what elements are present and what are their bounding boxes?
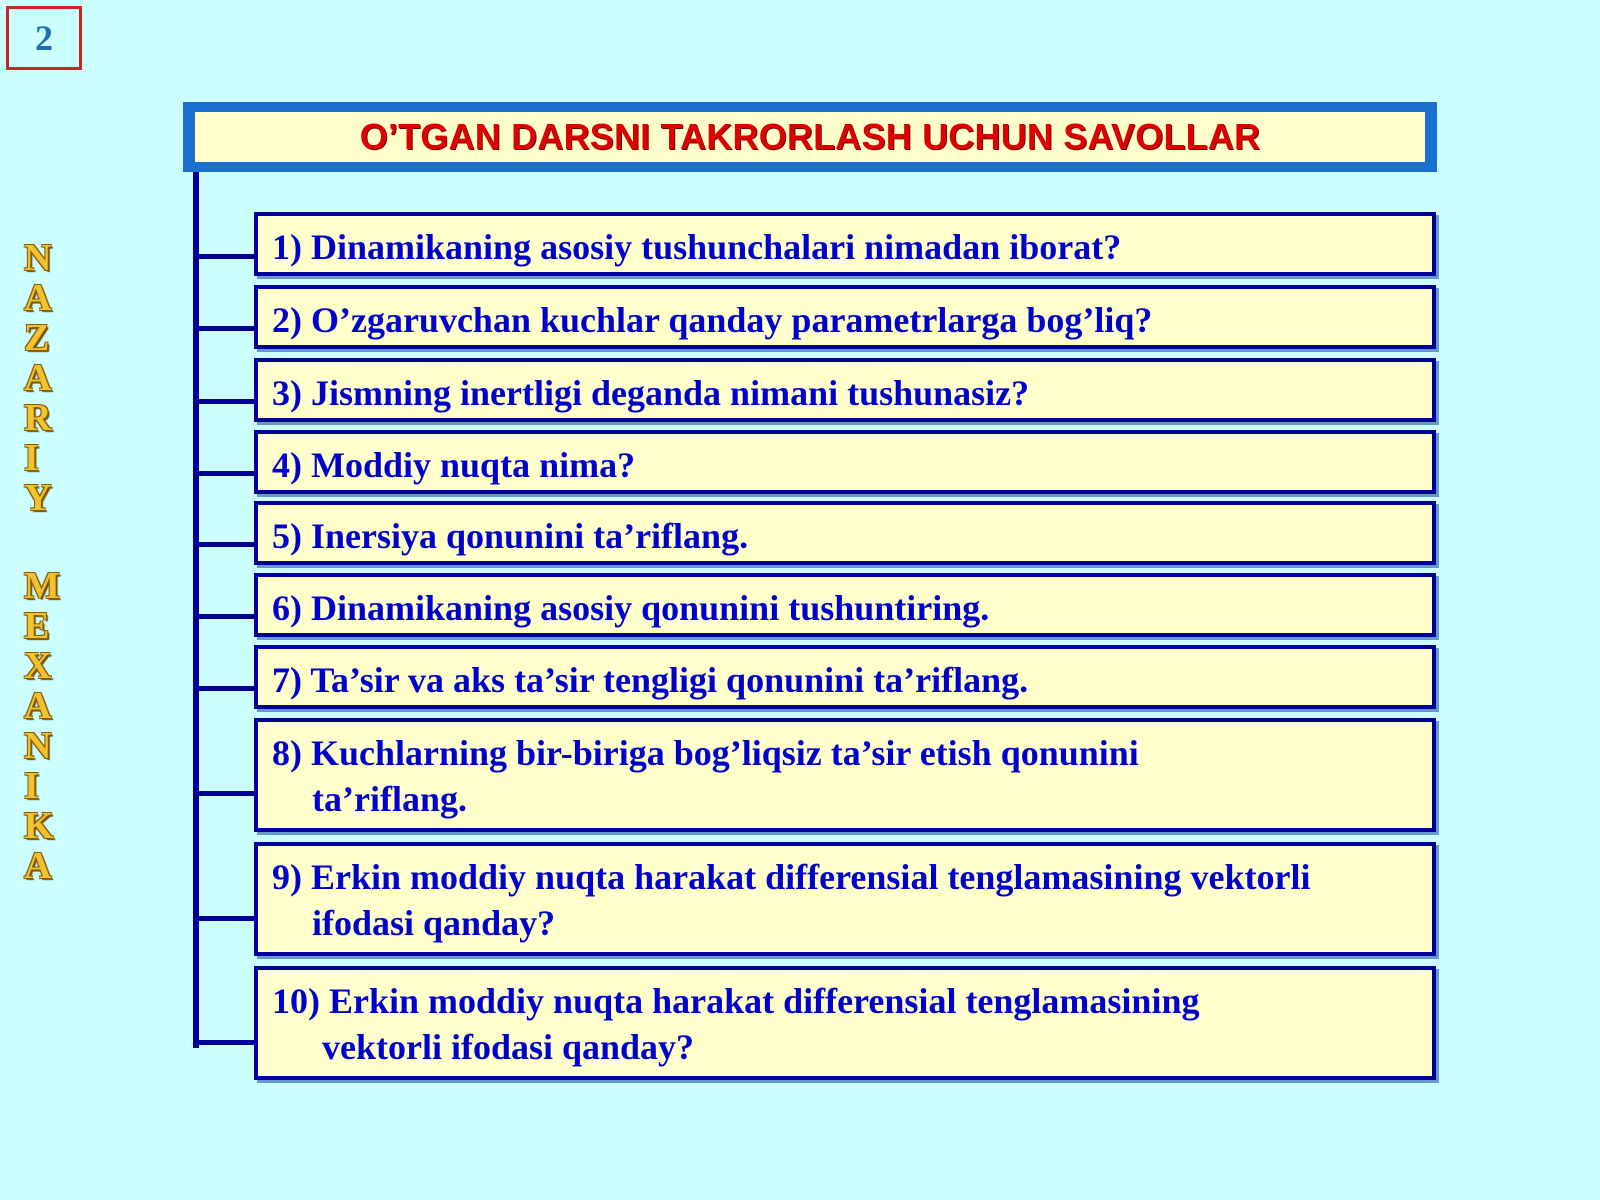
question-text: 6) Dinamikaning asosiy qonunini tushuntiring. <box>272 588 990 628</box>
side-title-letter: I <box>24 437 39 479</box>
side-title-letter: A <box>24 845 52 887</box>
tree-connector <box>196 686 254 691</box>
page-title: O’TGAN DARSNI TAKRORLASH UCHUN SAVOLLAR <box>195 112 1425 162</box>
side-title-letter: A <box>24 357 52 399</box>
page-number-badge: 2 <box>6 6 82 70</box>
tree-connector <box>196 916 254 921</box>
side-title-letter: R <box>24 397 52 439</box>
question-text: 2) O’zgaruvchan kuchlar qanday parametrlarga bog’liq? <box>272 300 1153 340</box>
side-title-letter: E <box>24 605 50 647</box>
side-title-letter: I <box>24 765 39 807</box>
side-title-word-nazariy <box>24 238 74 518</box>
side-title-letter: N <box>24 725 52 767</box>
question-text: 9) Erkin moddiy nuqta harakat differensial tenglamasining vektorli ifodasi qanday? <box>272 857 1311 943</box>
question-text: 1) Dinamikaning asosiy tushunchalari nimadan iborat? <box>272 227 1122 267</box>
side-title-letter: Y <box>24 477 52 519</box>
side-title-letter: Z <box>24 317 50 359</box>
question-item <box>254 501 1436 565</box>
question-item <box>254 718 1436 832</box>
tree-connector <box>196 1040 254 1045</box>
tree-connector <box>196 614 254 619</box>
question-text: 3) Jismning inertligi deganda nimani tushunasiz? <box>272 373 1030 413</box>
vertical-side-title <box>24 238 74 886</box>
side-title-letter: N <box>24 237 52 279</box>
question-item <box>254 430 1436 494</box>
question-text: 10) Erkin moddiy nuqta harakat differensial tenglamasining vektorli ifodasi qanday? <box>272 981 1200 1067</box>
question-text: 8) Kuchlarning bir-biriga bog’liqsiz ta’sir etish qonunini ta’riflang. <box>272 733 1139 819</box>
question-item <box>254 966 1436 1080</box>
tree-connector <box>196 254 254 259</box>
side-title-letter: A <box>24 277 52 319</box>
side-title-letter: K <box>24 805 54 847</box>
question-item <box>254 358 1436 422</box>
side-title-word-mexanika <box>24 566 74 886</box>
question-text: 7) Ta’sir va aks ta’sir tengligi qonunini ta’riflang. <box>272 660 1029 700</box>
tree-connector <box>196 326 254 331</box>
question-item <box>254 285 1436 349</box>
question-item <box>254 573 1436 637</box>
header-frame <box>183 102 1437 172</box>
tree-connector <box>196 791 254 796</box>
question-item <box>254 645 1436 709</box>
question-item <box>254 212 1436 276</box>
tree-connector <box>196 542 254 547</box>
question-item <box>254 842 1436 956</box>
side-title-letter: A <box>24 685 52 727</box>
tree-connector <box>196 399 254 404</box>
question-text: 5) Inersiya qonunini ta’riflang. <box>272 516 749 556</box>
side-title-letter: X <box>24 645 52 687</box>
question-text: 4) Moddiy nuqta nima? <box>272 445 636 485</box>
tree-connector <box>196 471 254 476</box>
side-title-letter: M <box>24 565 60 607</box>
